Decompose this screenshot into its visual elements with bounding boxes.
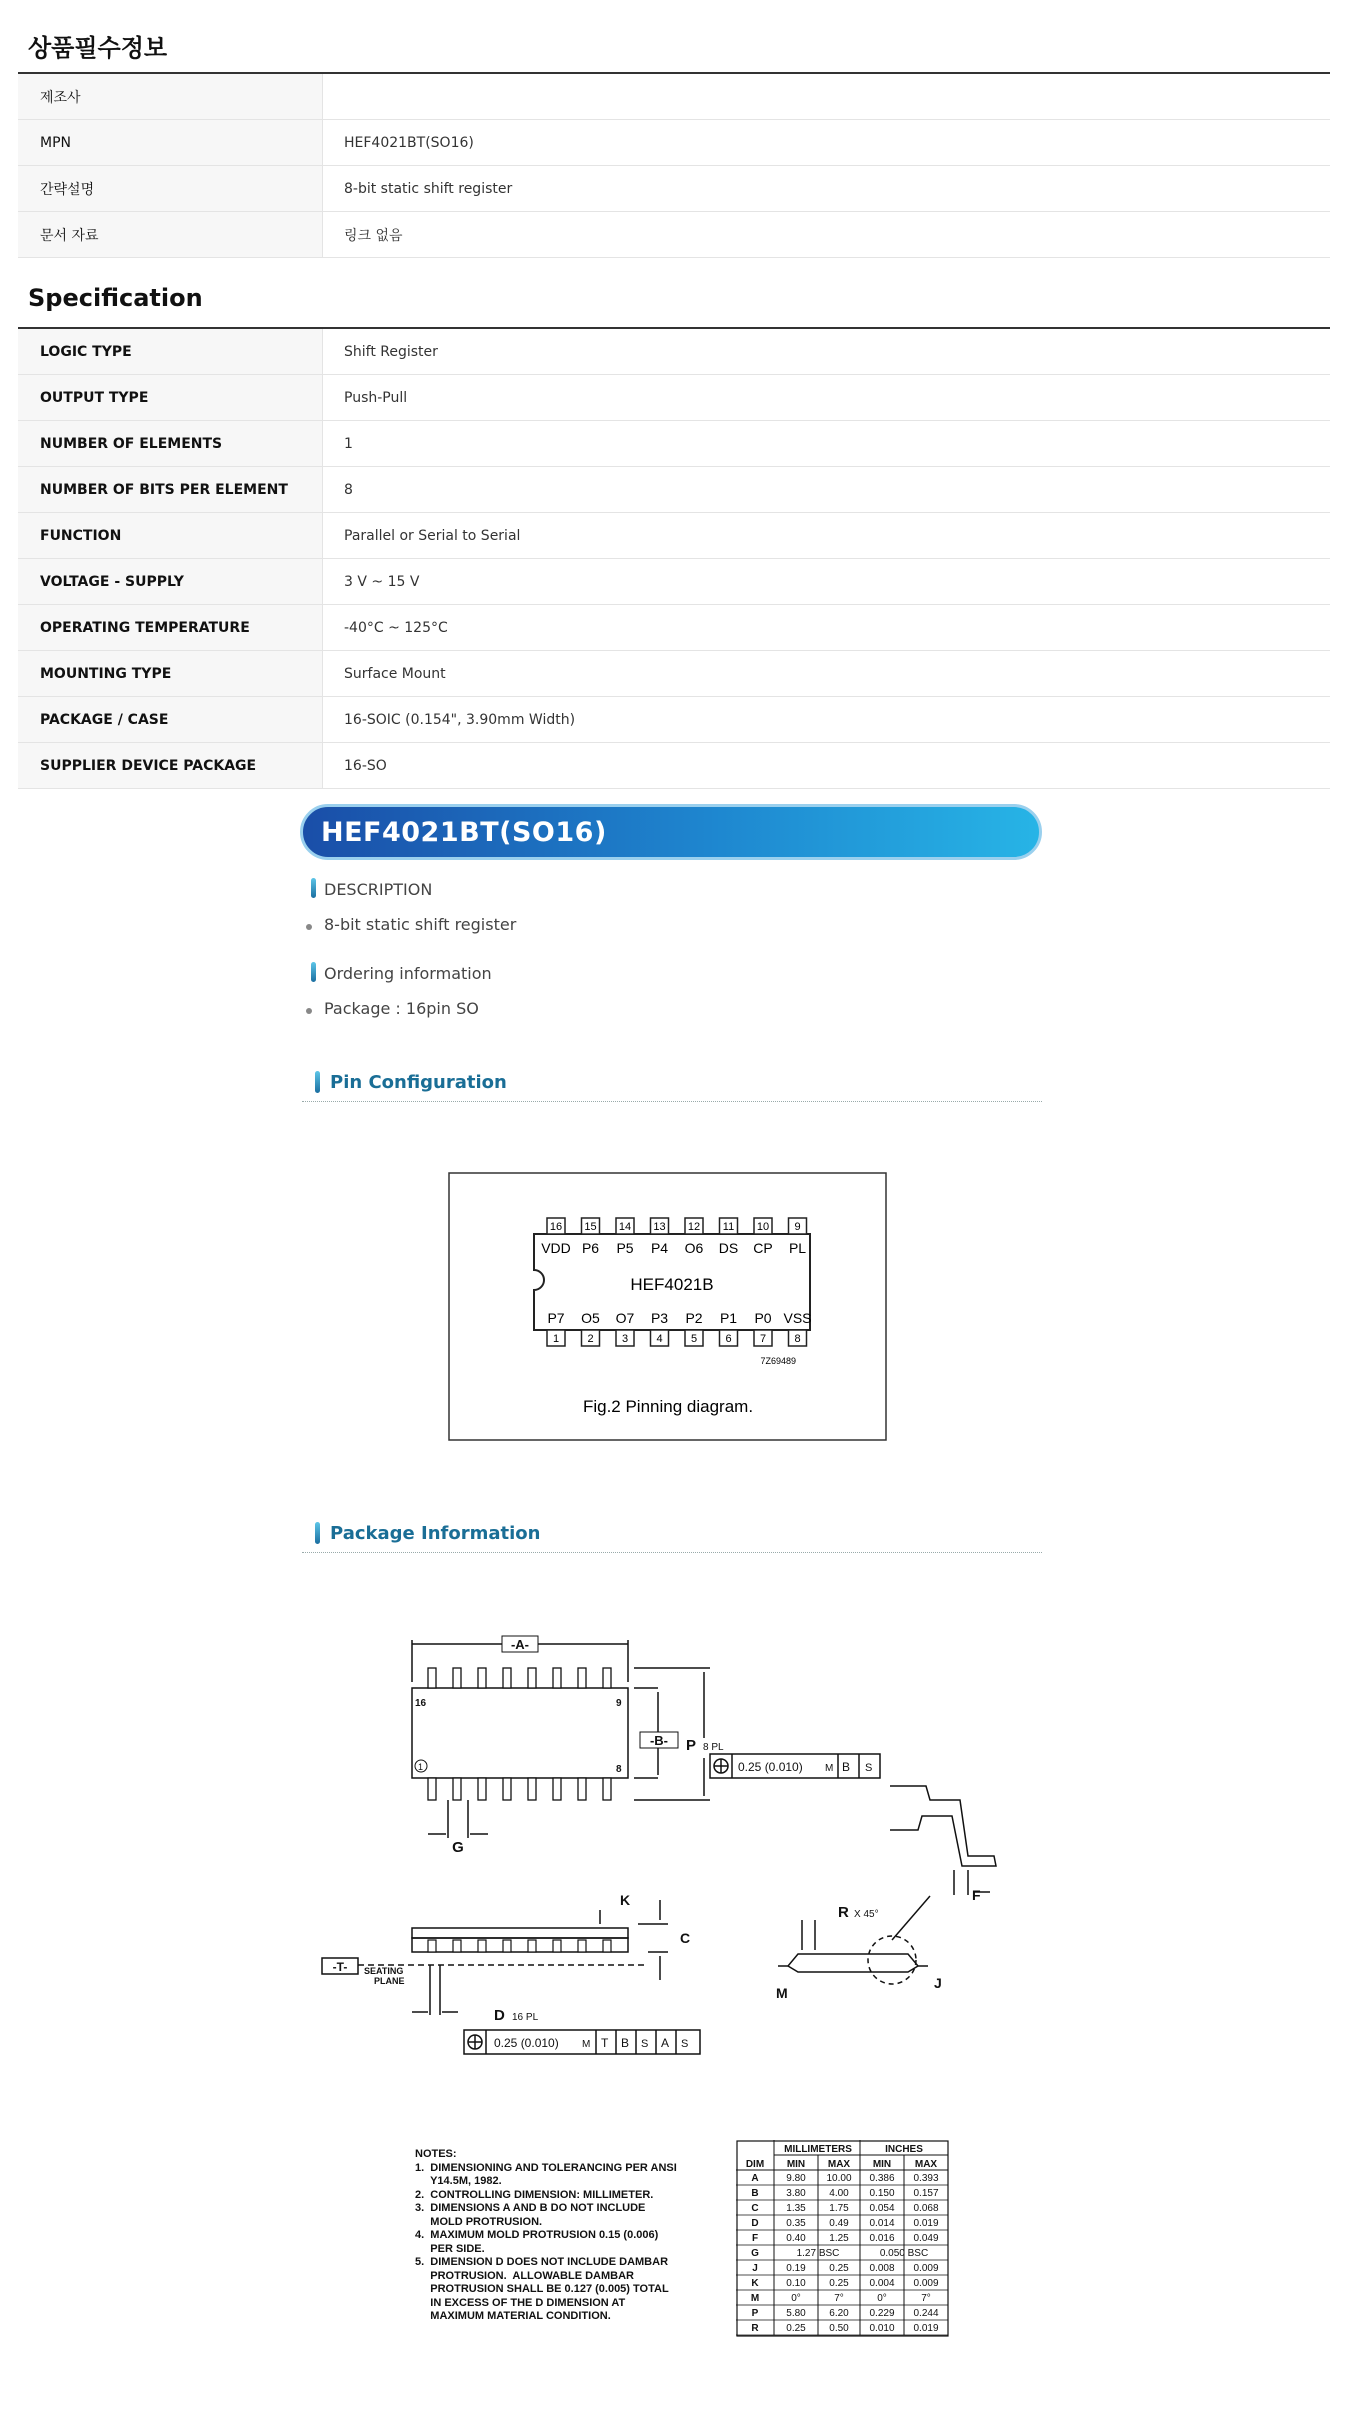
- lead: [528, 1668, 536, 1688]
- table-row: [18, 467, 1330, 513]
- pin-label: PL: [788, 1240, 807, 1256]
- row-value: 16-SOIC (0.154", 3.90mm Width): [323, 697, 1331, 743]
- lead: [503, 1668, 511, 1688]
- section-marker-icon: [315, 1071, 320, 1093]
- table-cell: 0.35: [786, 2218, 806, 2229]
- row-value: 3 V ~ 15 V: [323, 559, 1331, 605]
- table-cell: G: [751, 2248, 759, 2259]
- lead: [603, 1668, 611, 1688]
- pin-number: 16: [549, 1221, 563, 1233]
- lead: [578, 1668, 586, 1688]
- section-marker-icon: [315, 1522, 320, 1544]
- bullet-icon: [306, 924, 312, 930]
- row-value: Surface Mount: [323, 651, 1331, 697]
- table-cell: 0.010: [869, 2323, 895, 2334]
- lead: [428, 1778, 436, 1800]
- table-cell: 10.00: [826, 2173, 852, 2184]
- table-cell: 0.25: [786, 2323, 806, 2334]
- table-header: MIN: [786, 2159, 806, 2170]
- section-marker-icon: [311, 962, 316, 982]
- pin-label: P7: [547, 1310, 565, 1326]
- table-cell: 0.016: [869, 2233, 895, 2244]
- lead: [528, 1940, 536, 1952]
- specification-table: [18, 327, 1330, 789]
- table-header: MAX: [827, 2159, 851, 2170]
- chip-name: HEF4021B: [630, 1275, 714, 1294]
- notes-title: NOTES:: [415, 2148, 457, 2160]
- divider: [302, 1552, 1042, 1553]
- package-info-heading: Package Information: [330, 1523, 541, 1544]
- note-line: PROTRUSION SHALL BE 0.127 (0.005) TOTAL: [415, 2283, 669, 2295]
- lead: [428, 1940, 436, 1952]
- table-header: MAX: [914, 2159, 938, 2170]
- pin-number: 14: [618, 1221, 632, 1233]
- pin-16-label: 16: [415, 1698, 427, 1709]
- lead: [528, 1778, 536, 1800]
- table-cell: 6.20: [829, 2308, 849, 2319]
- row-key: PACKAGE / CASE: [18, 697, 323, 743]
- pin-label: O5: [581, 1310, 600, 1326]
- note-line: PROTRUSION. ALLOWABLE DAMBAR: [415, 2269, 634, 2282]
- table-row: [18, 513, 1330, 559]
- table-cell: 0.50: [829, 2323, 849, 2334]
- note-line: MOLD PROTRUSION.: [415, 2215, 543, 2228]
- section-marker-icon: [311, 878, 316, 898]
- table-cell: 0.019: [913, 2323, 939, 2334]
- pin-label: P3: [650, 1310, 669, 1326]
- note-line: 1. DIMENSIONING AND TOLERANCING PER ANSI: [415, 2161, 677, 2174]
- pin-number: 13: [653, 1221, 666, 1233]
- bullet-icon: [306, 1008, 312, 1014]
- dim-f-label: F: [972, 1887, 981, 1903]
- note-line: Y14.5M, 1982.: [415, 2175, 502, 2187]
- table-cell: 0.009: [913, 2263, 939, 2274]
- dim-p-pl: 8 PL: [703, 1742, 724, 1753]
- table-cell: M: [750, 2293, 760, 2304]
- table-row: [18, 73, 1330, 120]
- table-cell: 1.75: [829, 2203, 849, 2214]
- table-cell: 1.27 BSC: [796, 2248, 840, 2259]
- table-cell: 0.49: [829, 2218, 849, 2229]
- pin-label: VDD: [541, 1240, 571, 1256]
- tolerance-value-2: 0.25 (0.010): [494, 2036, 559, 2050]
- table-cell: 5.80: [786, 2308, 806, 2319]
- pin-label: O6: [684, 1240, 704, 1256]
- table-row: [18, 212, 1330, 258]
- dim-g-label: G: [452, 1839, 464, 1856]
- pin-label: CP: [753, 1240, 773, 1256]
- tol2-modifier-m: M: [582, 2039, 591, 2050]
- table-row: [18, 651, 1330, 697]
- row-value: 링크 없음: [323, 212, 1331, 258]
- table-cell: 0.393: [913, 2173, 939, 2184]
- row-key: NUMBER OF BITS PER ELEMENT: [18, 467, 323, 513]
- tol-datum-b: B: [842, 1760, 851, 1774]
- row-key: 문서 자료: [18, 212, 323, 258]
- datum-t-label: -T-: [332, 1960, 348, 1974]
- row-key: SUPPLIER DEVICE PACKAGE: [18, 743, 323, 789]
- pin-number: 3: [621, 1333, 629, 1345]
- table-cell: 0.25: [829, 2278, 849, 2289]
- table-cell: 0.068: [913, 2203, 939, 2214]
- tol2-modifier-s2: S: [681, 2038, 689, 2050]
- lead: [503, 1778, 511, 1800]
- table-cell: 4.00: [829, 2188, 849, 2199]
- pin-1-label: 1: [418, 1762, 424, 1772]
- pin-label: P4: [650, 1240, 669, 1256]
- seating-plane-1: SEATING: [364, 1966, 404, 1976]
- table-row: [18, 697, 1330, 743]
- dim-d-label: D: [494, 2007, 505, 2024]
- lead: [453, 1668, 461, 1688]
- pin-label: O7: [615, 1310, 635, 1326]
- lead: [478, 1940, 486, 1952]
- table-cell: 0.050 BSC: [879, 2248, 929, 2259]
- table-cell: 1.25: [829, 2233, 849, 2244]
- required-info-table: [18, 72, 1330, 258]
- specification-title: Specification: [28, 284, 203, 312]
- table-cell: 0.19: [786, 2263, 806, 2274]
- row-key: MPN: [18, 120, 323, 166]
- table-row: [18, 375, 1330, 421]
- package-outline-drawing: [318, 1620, 1038, 2060]
- pin-label: VSS: [783, 1310, 812, 1326]
- row-key: OUTPUT TYPE: [18, 375, 323, 421]
- pin-number: 5: [690, 1333, 698, 1345]
- ordering-label: Ordering information: [324, 964, 492, 983]
- pin-number: 1: [552, 1333, 560, 1345]
- table-row: [18, 605, 1330, 651]
- note-line: 4. MAXIMUM MOLD PROTRUSION 0.15 (0.006): [415, 2229, 659, 2241]
- tolerance-value-1: 0.25 (0.010): [738, 1760, 803, 1774]
- tol2-datum-a: A: [661, 2036, 670, 2050]
- table-cell: 0.150: [869, 2188, 895, 2199]
- row-value: [323, 73, 1331, 120]
- lead: [553, 1940, 561, 1952]
- note-line: 5. DIMENSION D DOES NOT INCLUDE DAMBAR: [415, 2256, 669, 2268]
- divider: [302, 1101, 1042, 1102]
- pin-label: P2: [685, 1310, 703, 1326]
- table-header: DIM: [745, 2159, 765, 2170]
- row-value: -40°C ~ 125°C: [323, 605, 1331, 651]
- ordering-item: Package : 16pin SO: [324, 999, 479, 1018]
- table-cell: 0.40: [786, 2233, 806, 2244]
- package-notes: [415, 2148, 677, 2324]
- note-line: 3. DIMENSIONS A AND B DO NOT INCLUDE: [415, 2202, 646, 2214]
- dim-j-label: J: [934, 1975, 942, 1991]
- row-value: Push-Pull: [323, 375, 1331, 421]
- table-cell: 0.10: [786, 2278, 806, 2289]
- table-cell: 0°: [877, 2293, 887, 2304]
- lead: [478, 1778, 486, 1800]
- table-cell: 0.009: [913, 2278, 939, 2289]
- table-cell: J: [752, 2263, 758, 2274]
- row-value: Parallel or Serial to Serial: [323, 513, 1331, 559]
- table-cell: D: [751, 2218, 759, 2229]
- row-key: MOUNTING TYPE: [18, 651, 323, 697]
- pin-number: 7: [759, 1333, 767, 1345]
- row-value: Shift Register: [323, 328, 1331, 375]
- row-key: NUMBER OF ELEMENTS: [18, 421, 323, 467]
- pin-9-label: 9: [616, 1698, 622, 1709]
- product-banner: [300, 804, 1042, 860]
- lead: [603, 1778, 611, 1800]
- pin-config-heading: Pin Configuration: [330, 1072, 507, 1093]
- table-row: [18, 559, 1330, 605]
- pin-number: 2: [587, 1333, 594, 1345]
- table-cell: 1.35: [786, 2203, 806, 2214]
- pin-number: 8: [794, 1333, 801, 1345]
- row-value: 1: [323, 421, 1331, 467]
- lead: [553, 1668, 561, 1688]
- row-key: VOLTAGE - SUPPLY: [18, 559, 323, 605]
- description-label: DESCRIPTION: [324, 880, 433, 899]
- table-cell: 0.054: [869, 2203, 895, 2214]
- table-row: [18, 421, 1330, 467]
- note-line: 2. CONTROLLING DIMENSION: MILLIMETER.: [415, 2188, 654, 2201]
- pin-number: 11: [722, 1221, 735, 1233]
- description-item: 8-bit static shift register: [324, 915, 517, 934]
- dim-d-pl: 16 PL: [512, 2012, 539, 2023]
- table-cell: 0.386: [869, 2173, 895, 2184]
- dim-r-chamfer: X 45°: [854, 1909, 879, 1920]
- dim-a-label: -A-: [510, 1637, 530, 1652]
- table-row: [18, 328, 1330, 375]
- table-cell: 0.244: [913, 2308, 939, 2319]
- table-cell: B: [751, 2188, 759, 2199]
- row-value: 8-bit static shift register: [323, 166, 1331, 212]
- lead: [428, 1668, 436, 1688]
- tol2-datum-t: T: [601, 2036, 609, 2050]
- table-cell: 0.019: [913, 2218, 939, 2229]
- table-row: [18, 743, 1330, 789]
- diagram-code: 7Z69489: [760, 1356, 796, 1366]
- dimension-table: [736, 2140, 952, 2340]
- table-cell: 0°: [791, 2293, 801, 2304]
- lead: [453, 1778, 461, 1800]
- lead: [478, 1668, 486, 1688]
- table-cell: P: [751, 2308, 759, 2319]
- dim-p-label: P: [686, 1737, 697, 1754]
- dim-c-label: C: [680, 1930, 691, 1946]
- row-key: 간략설명: [18, 166, 323, 212]
- table-cell: 0.004: [869, 2278, 895, 2289]
- row-value: HEF4021BT(SO16): [323, 120, 1331, 166]
- table-cell: K: [751, 2278, 759, 2289]
- tol-modifier-m: M: [825, 1763, 834, 1774]
- diagram-caption: Fig.2 Pinning diagram.: [582, 1397, 754, 1416]
- table-cell: 0.014: [869, 2218, 895, 2229]
- table-cell: 7°: [921, 2293, 931, 2304]
- table-header: MIN: [872, 2159, 892, 2170]
- table-row: [18, 120, 1330, 166]
- table-cell: 0.049: [913, 2233, 939, 2244]
- dim-k-label: K: [620, 1892, 631, 1908]
- row-key: 제조사: [18, 73, 323, 120]
- table-cell: 7°: [834, 2293, 844, 2304]
- pin-number: 6: [725, 1333, 732, 1345]
- note-line: MAXIMUM MATERIAL CONDITION.: [415, 2310, 611, 2322]
- pin-number: 10: [756, 1221, 770, 1233]
- table-cell: 0.008: [869, 2263, 895, 2274]
- pin-number: 12: [687, 1221, 701, 1233]
- dim-b-label: -B-: [649, 1733, 669, 1748]
- row-key: OPERATING TEMPERATURE: [18, 605, 323, 651]
- tol2-modifier-s: S: [641, 2038, 649, 2050]
- table-cell: 0.229: [869, 2308, 895, 2319]
- table-cell: 0.25: [829, 2263, 849, 2274]
- pin-label: P6: [581, 1240, 600, 1256]
- table-cell: C: [751, 2203, 759, 2214]
- product-banner-title: HEF4021BT(SO16): [321, 817, 607, 848]
- lead: [603, 1940, 611, 1952]
- table-cell: 3.80: [786, 2188, 806, 2199]
- tol2-datum-b: B: [621, 2036, 630, 2050]
- pinning-diagram: [448, 1172, 888, 1442]
- row-key: FUNCTION: [18, 513, 323, 559]
- pin-number: 4: [656, 1333, 663, 1345]
- table-group-mm: MILLIMETERS: [784, 2144, 852, 2155]
- table-cell: A: [751, 2173, 759, 2184]
- lead: [503, 1940, 511, 1952]
- note-line: PER SIDE.: [415, 2242, 485, 2255]
- table-cell: R: [751, 2323, 759, 2334]
- table-cell: 9.80: [786, 2173, 806, 2184]
- seating-plane-2: PLANE: [374, 1976, 405, 1986]
- lead: [578, 1940, 586, 1952]
- pin-label: P1: [719, 1310, 738, 1326]
- table-row: [18, 166, 1330, 212]
- pin-8-label: 8: [616, 1764, 622, 1775]
- row-value: 8: [323, 467, 1331, 513]
- dim-r-label: R: [838, 1904, 849, 1921]
- lead: [453, 1940, 461, 1952]
- required-info-title: 상품필수정보: [28, 34, 168, 62]
- row-key: LOGIC TYPE: [18, 328, 323, 375]
- pin-number: 15: [584, 1221, 597, 1233]
- lead: [553, 1778, 561, 1800]
- table-cell: F: [751, 2233, 759, 2244]
- pin-label: DS: [718, 1240, 739, 1256]
- lead: [578, 1778, 586, 1800]
- tol-modifier-s: S: [865, 1762, 873, 1774]
- pin-number: 9: [794, 1221, 801, 1233]
- table-cell: 0.157: [913, 2188, 939, 2199]
- row-value: 16-SO: [323, 743, 1331, 789]
- dim-m-label: M: [776, 1985, 788, 2001]
- pin-label: P5: [616, 1240, 634, 1256]
- pin-label: P0: [754, 1310, 772, 1326]
- table-group-in: INCHES: [885, 2144, 923, 2155]
- note-line: IN EXCESS OF THE D DIMENSION AT: [415, 2296, 626, 2309]
